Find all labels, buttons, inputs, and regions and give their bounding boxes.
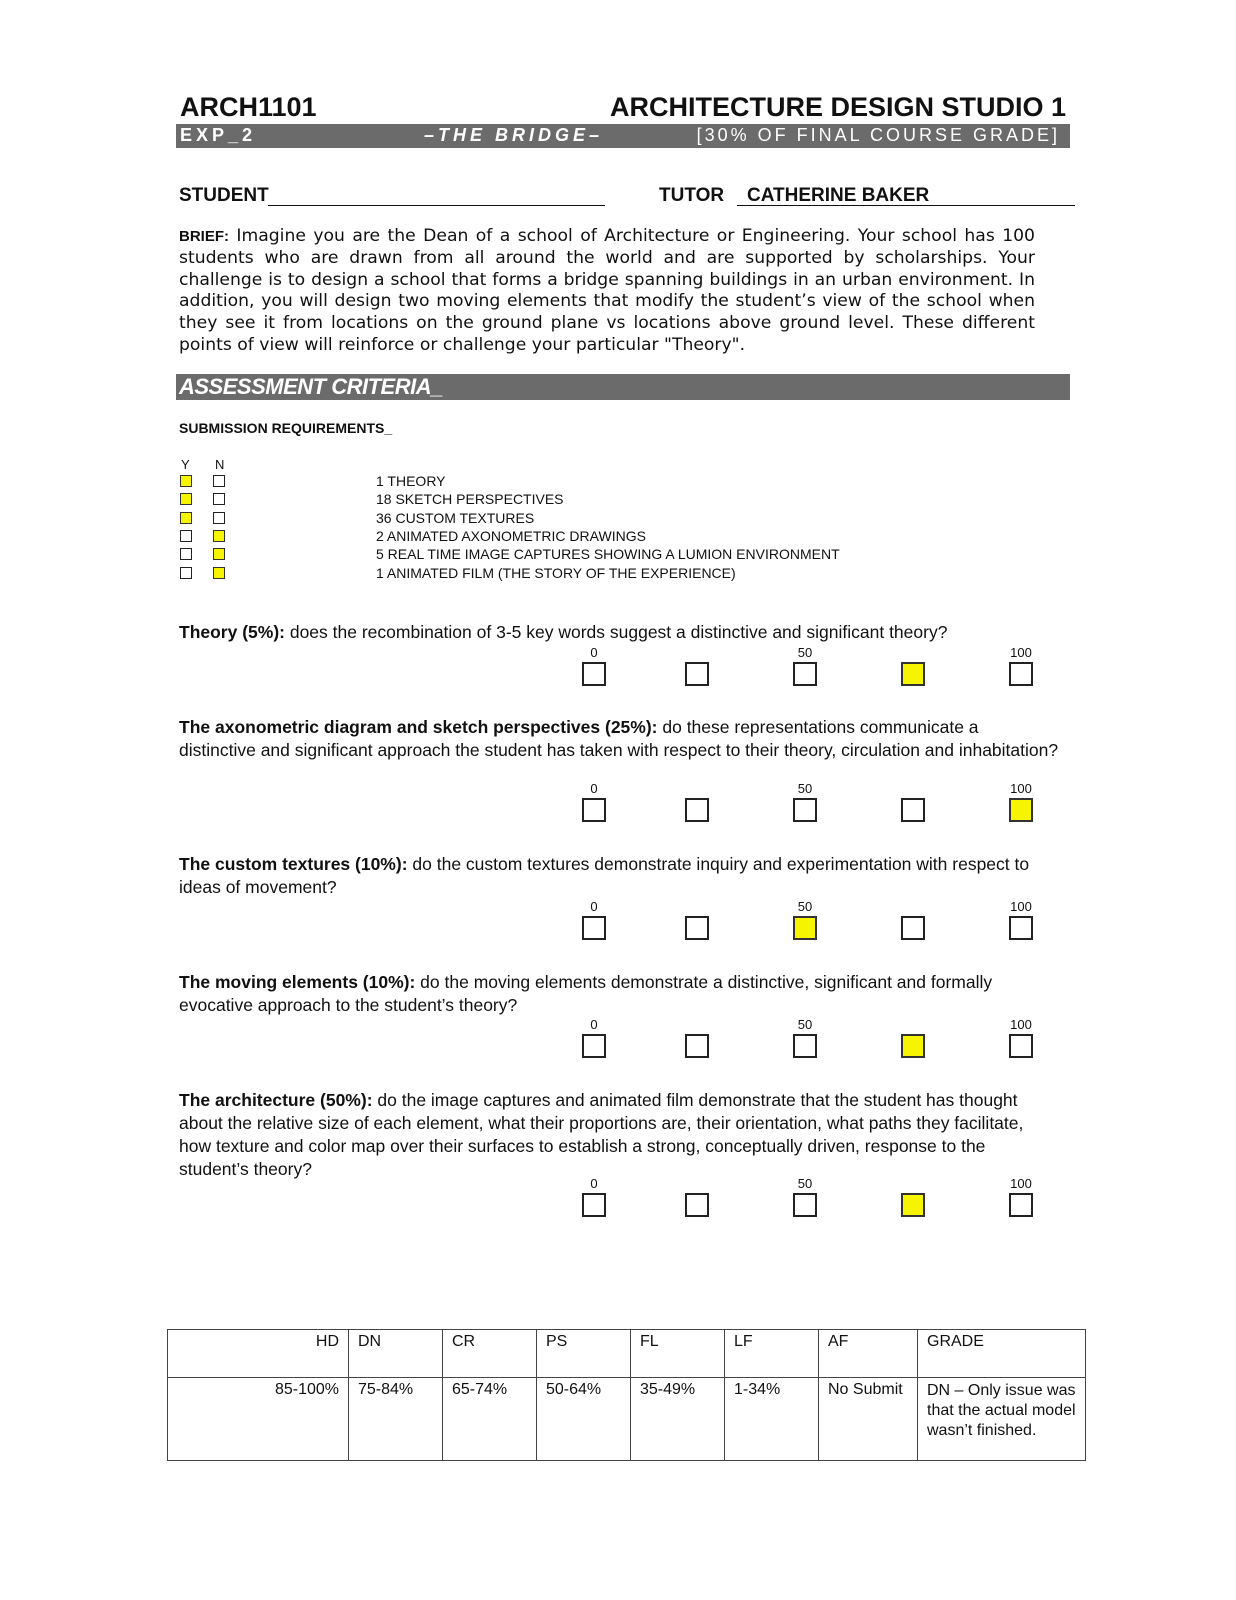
criterion-text: do the moving elements demonstrate a distinctive, significant and formally evocative approach to the student’s theory? — [179, 972, 993, 1015]
grade-header-dn: DN — [349, 1330, 443, 1378]
rating-checkbox[interactable] — [582, 916, 606, 940]
scale-label-mid: 50 — [797, 645, 813, 660]
rating-checkbox[interactable] — [685, 1193, 709, 1217]
grade-table-row — [168, 1378, 1086, 1461]
scale-label-high: 100 — [1010, 1017, 1032, 1032]
criterion-title: The moving elements (10%): — [179, 972, 416, 992]
tutor-value: CATHERINE BAKER — [747, 185, 930, 206]
rating-checkbox[interactable] — [582, 1193, 606, 1217]
criterion-question — [179, 853, 1059, 899]
project-title: –THE BRIDGE– — [424, 125, 604, 145]
requirement-yes-checkbox[interactable] — [180, 530, 192, 542]
criterion-text: do these representations communicate a distinctive and significant approach the student has taken with respect to their theory, circulation and inhabitation? — [179, 717, 1059, 760]
grade-value-hd: 85-100% — [168, 1378, 349, 1461]
rating-checkbox[interactable] — [793, 1193, 817, 1217]
requirement-no-checkbox[interactable] — [213, 548, 225, 560]
grade-header-af: AF — [819, 1330, 918, 1378]
scale-label-high: 100 — [1010, 781, 1032, 796]
requirement-no-checkbox[interactable] — [213, 475, 225, 487]
brief-label: BRIEF: — [179, 228, 229, 245]
requirement-no-checkbox[interactable] — [213, 530, 225, 542]
criterion-title: The axonometric diagram and sketch perspectives (25%): — [179, 717, 658, 737]
rating-checkbox[interactable] — [793, 916, 817, 940]
criterion-question — [179, 971, 1059, 1017]
requirement-yes-checkbox[interactable] — [180, 493, 192, 505]
scale-label-mid: 50 — [797, 899, 813, 914]
criterion-question — [179, 1089, 1059, 1181]
requirement-yes-checkbox[interactable] — [180, 567, 192, 579]
grade-value-af: No Submit — [819, 1378, 918, 1461]
requirement-item: 1 THEORY — [376, 473, 446, 489]
rating-checkbox[interactable] — [1009, 1193, 1033, 1217]
criterion-question — [179, 621, 1059, 644]
rating-checkbox[interactable] — [901, 916, 925, 940]
requirement-item: 36 CUSTOM TEXTURES — [376, 509, 535, 526]
scale-label-low: 0 — [590, 1017, 598, 1032]
scale-label-high: 100 — [1010, 645, 1032, 660]
rating-checkbox[interactable] — [901, 1193, 925, 1217]
criterion-text: does the recombination of 3-5 key words suggest a distinctive and significant theory? — [284, 622, 948, 642]
brief-text: Imagine you are the Dean of a school of Architecture or Engineering. Your school has 100 students who are drawn from all around the world and are supported by scholarships. Your challenge is to design a school that forms a bridge spanning buildings in an urban environment. In addition, you will design two moving elements that modify the student’s view of the school when they see it from locations on the ground plane vs locations above ground level. These different points of view will reinforce or challenge your particular "Theory". — [179, 226, 1035, 355]
rating-checkbox[interactable] — [1009, 662, 1033, 686]
requirement-item: 2 ANIMATED AXONOMETRIC DRAWINGS — [376, 527, 646, 544]
student-label: STUDENT — [179, 185, 269, 206]
requirement-no-checkbox[interactable] — [213, 493, 225, 505]
rating-checkbox[interactable] — [582, 662, 606, 686]
requirement-item: 1 ANIMATED FILM (THE STORY OF THE EXPERIENCE) — [376, 564, 736, 581]
scale-label-low: 0 — [590, 781, 598, 796]
grade-value-cr: 65-74% — [443, 1378, 537, 1461]
grade-header-grade: GRADE — [918, 1330, 1086, 1378]
rating-checkbox[interactable] — [1009, 916, 1033, 940]
criterion-text: do the image captures and animated film demonstrate that the student has thought about the relative size of each element, what their proportions are, their orientation, what paths they facilitate, how texture and color map over their surfaces to establish a strong, conceptually driven, response to the student’s theory? — [179, 1090, 1024, 1179]
grade-weight: [30% OF FINAL COURSE GRADE] — [696, 125, 1060, 145]
requirement-item: 5 REAL TIME IMAGE CAPTURES SHOWING A LUMION ENVIRONMENT — [376, 546, 840, 563]
rating-checkbox[interactable] — [685, 916, 709, 940]
scale-label-low: 0 — [590, 899, 598, 914]
course-code: ARCH1101 — [180, 92, 317, 122]
assessment-bar — [176, 374, 1070, 400]
rating-checkbox[interactable] — [685, 662, 709, 686]
brief-paragraph — [179, 226, 1035, 357]
course-title: ARCHITECTURE DESIGN STUDIO 1 — [609, 92, 1066, 122]
no-column-label: N — [215, 457, 225, 472]
requirement-yes-checkbox[interactable] — [180, 548, 192, 560]
assessment-heading: ASSESSMENT CRITERIA_ — [179, 374, 443, 399]
rating-checkbox[interactable] — [793, 798, 817, 822]
scale-label-high: 100 — [1010, 899, 1032, 914]
rating-checkbox[interactable] — [1009, 798, 1033, 822]
criterion-title: The custom textures (10%): — [179, 854, 408, 874]
scale-label-mid: 50 — [797, 781, 813, 796]
grade-table — [167, 1329, 1086, 1461]
tutor-label: TUTOR — [659, 185, 725, 206]
grade-header-lf: LF — [725, 1330, 819, 1378]
scale-label-low: 0 — [590, 1176, 598, 1191]
submission-heading: SUBMISSION REQUIREMENTS_ — [179, 420, 393, 436]
scale-label-mid: 50 — [797, 1017, 813, 1032]
rating-checkbox[interactable] — [685, 798, 709, 822]
rating-checkbox[interactable] — [901, 798, 925, 822]
rating-checkbox[interactable] — [901, 662, 925, 686]
student-field[interactable] — [268, 205, 605, 206]
requirement-yes-checkbox[interactable] — [180, 512, 192, 524]
grade-header-fl: FL — [631, 1330, 725, 1378]
rating-checkbox[interactable] — [901, 1034, 925, 1058]
scale-label-mid: 50 — [797, 1176, 813, 1191]
grade-value-ps: 50-64% — [537, 1378, 631, 1461]
scale-label-low: 0 — [590, 645, 598, 660]
criterion-text: do the custom textures demonstrate inquiry and experimentation with respect to ideas of movement? — [179, 854, 1030, 897]
rating-checkbox[interactable] — [582, 1034, 606, 1058]
scale-label-high: 100 — [1010, 1176, 1032, 1191]
rating-checkbox[interactable] — [582, 798, 606, 822]
criterion-question — [179, 716, 1059, 762]
grade-header-cr: CR — [443, 1330, 537, 1378]
grade-header-hd: HD — [168, 1330, 349, 1378]
requirement-no-checkbox[interactable] — [213, 512, 225, 524]
rating-checkbox[interactable] — [793, 662, 817, 686]
criterion-title: The architecture (50%): — [179, 1090, 373, 1110]
grade-value-grade: DN – Only issue was that the actual model wasn’t finished. — [918, 1378, 1086, 1461]
grade-value-dn: 75-84% — [349, 1378, 443, 1461]
requirement-yes-checkbox[interactable] — [180, 475, 192, 487]
yes-column-label: Y — [181, 457, 190, 472]
rating-checkbox[interactable] — [793, 1034, 817, 1058]
rating-checkbox[interactable] — [685, 1034, 709, 1058]
requirement-no-checkbox[interactable] — [213, 567, 225, 579]
grade-table-header — [168, 1330, 1086, 1378]
grade-value-fl: 35-49% — [631, 1378, 725, 1461]
grade-header-ps: PS — [537, 1330, 631, 1378]
header-bar — [176, 124, 1070, 148]
requirement-item: 18 SKETCH PERSPECTIVES — [376, 491, 564, 508]
exp-label: EXP_2 — [180, 125, 257, 145]
criterion-title: Theory (5%): — [179, 622, 285, 642]
grade-value-lf: 1-34% — [725, 1378, 819, 1461]
rating-checkbox[interactable] — [1009, 1034, 1033, 1058]
